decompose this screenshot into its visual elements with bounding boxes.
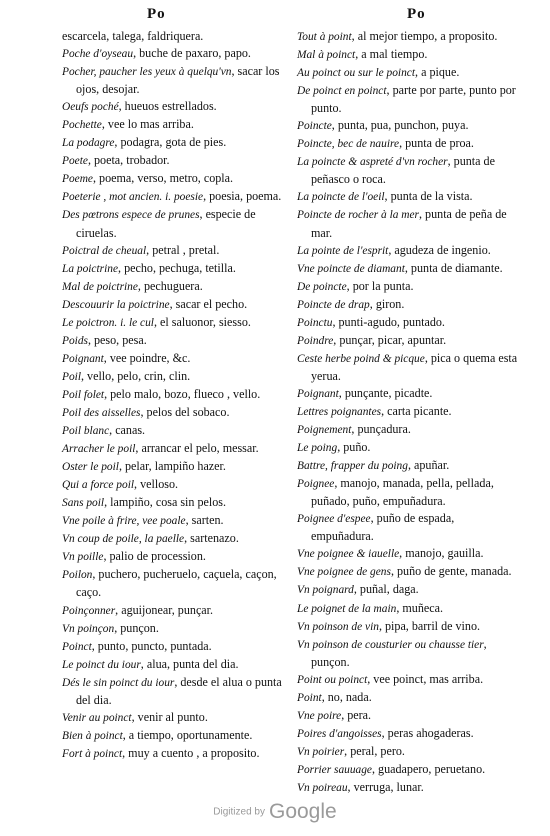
dictionary-entry [297, 314, 519, 332]
dictionary-entry [62, 530, 284, 548]
dictionary-entry [62, 422, 284, 440]
entry-headword: La podagre [62, 137, 115, 150]
dictionary-entry [297, 117, 519, 135]
entry-definition: , punçon. [114, 620, 159, 635]
dictionary-entry [297, 135, 519, 153]
dictionary-entry [62, 206, 284, 241]
entry-headword: Poeme [62, 173, 93, 186]
entry-definition: , a mal tiempo. [355, 47, 428, 62]
entry-headword: De poinct en poinct [297, 85, 387, 98]
dictionary-entry [297, 707, 519, 725]
dictionary-entry [62, 332, 284, 350]
entry-definition: , desde el alua o punta del dia. [76, 674, 282, 707]
dictionary-entry [297, 278, 519, 296]
entry-definition: , pecho, pechuga, tetilla. [118, 260, 236, 275]
dictionary-entry [62, 674, 284, 709]
entry-definition: , punta de la vista. [384, 189, 473, 204]
entry-definition: , puño. [337, 440, 371, 455]
entry-definition: , puño de espada, empuñadura. [311, 511, 455, 544]
entry-definition: , parte por parte, punto por punto. [311, 83, 516, 116]
entry-definition: , poeta, trobador. [87, 153, 170, 168]
digitization-watermark [0, 800, 550, 824]
entry-definition: , punta de peña de mar. [311, 207, 507, 240]
dictionary-entry [62, 548, 284, 566]
entry-definition: , vee lo mas arriba. [101, 117, 194, 132]
entry-definition: , carta picante. [381, 403, 452, 418]
right-column [297, 28, 519, 797]
dictionary-entry [297, 725, 519, 743]
entry-headword: Poires d'angoisses [297, 727, 382, 740]
entry-headword: Poche d'oyseau [62, 48, 134, 61]
entry-definition: , canas. [109, 423, 146, 438]
dictionary-entry [297, 403, 519, 421]
entry-headword: Poignant [297, 387, 339, 400]
entry-headword: Tout à point [297, 31, 352, 43]
dictionary-entry [297, 510, 519, 545]
dictionary-entry [297, 64, 519, 82]
dictionary-entry [62, 745, 284, 763]
entry-headword: Poincte de rocher à la mer [297, 209, 419, 222]
entry-definition: escarcela, talega, faldriquera. [62, 29, 204, 43]
entry-headword: La pointe de l'esprit [297, 244, 389, 257]
dictionary-entry [62, 63, 284, 98]
entry-headword: Battre, frapper du poing [297, 460, 408, 473]
dictionary-entry [297, 581, 519, 599]
entry-headword: Poignant [62, 352, 104, 365]
dictionary-entry [297, 82, 519, 117]
dictionary-entry [297, 439, 519, 457]
entry-headword: Descouurir la poictrine [62, 298, 170, 311]
entry-headword: Poil blanc [62, 425, 110, 438]
entry-definition: , podagra, gota de pies. [114, 135, 227, 150]
dictionary-entry [62, 152, 284, 170]
entry-headword: Ceste herbe poind & picque [297, 352, 425, 365]
entry-definition: , pelos del sobaco. [140, 404, 230, 419]
dictionary-entry [62, 242, 284, 260]
entry-definition: , palio de procession. [103, 549, 206, 564]
dictionary-entry [62, 116, 284, 134]
entry-definition: , arrancar el pelo, messar. [135, 441, 259, 456]
dictionary-entry [62, 709, 284, 727]
entry-definition: , pelo malo, bozo, flueco , vello. [104, 386, 261, 401]
entry-headword: Le poing [297, 442, 338, 455]
dictionary-entry [297, 779, 519, 797]
entry-headword: Mal de poictrine [62, 280, 138, 293]
entry-definition: , velloso. [134, 477, 179, 492]
entry-headword: Bien à poinct [62, 729, 123, 742]
running-header-right: Po [407, 6, 426, 22]
watermark-prefix: Digitized by [213, 806, 265, 818]
dictionary-entry [62, 296, 284, 314]
dictionary-entry [62, 188, 284, 206]
entry-definition: , a tiempo, oportunamente. [122, 727, 253, 742]
entry-headword: Dés le sin poinct du iour [62, 676, 175, 689]
entry-definition: , guadapero, peruetano. [372, 761, 486, 776]
entry-headword: Poil folet [62, 388, 105, 401]
entry-headword: Vne poignee de gens [297, 566, 391, 579]
entry-definition: , pera. [341, 707, 372, 722]
entry-headword: Vne poire [297, 709, 342, 722]
entry-definition: , venir al punto. [131, 709, 208, 724]
entry-headword: Poinct [62, 640, 92, 653]
dictionary-entry [62, 620, 284, 638]
entry-headword: Vn poinçon [62, 622, 115, 635]
dictionary-entry [297, 636, 519, 671]
dictionary-entry [297, 28, 519, 46]
entry-headword: Poincte [297, 120, 332, 133]
left-column [62, 28, 284, 763]
dictionary-entry [297, 260, 519, 278]
dictionary-entry [62, 638, 284, 656]
dictionary-entry [297, 600, 519, 618]
entry-headword: Poincte de drap [297, 298, 370, 311]
dictionary-entry [62, 440, 284, 458]
entry-headword: La poincte & aspreté d'vn rocher [297, 156, 448, 169]
entry-definition: , puñal, daga. [353, 582, 419, 597]
entry-headword: Vn poinson de cousturier ou chausse tier [297, 638, 484, 651]
entry-definition: , sacar el pecho. [169, 296, 248, 311]
dictionary-entry [297, 545, 519, 563]
entry-definition: , peral, pero. [344, 743, 405, 758]
entry-headword: La poictrine [62, 262, 119, 275]
dictionary-entry [297, 743, 519, 761]
entry-headword: Pochette [62, 119, 102, 132]
dictionary-entry [297, 296, 519, 314]
entry-definition: , peras ahogaderas. [381, 725, 474, 740]
entry-definition: , hueuos estrellados. [118, 99, 217, 114]
entry-definition: , puño de gente, manada. [390, 564, 512, 579]
entry-headword: Porrier sauuage [297, 763, 372, 776]
running-header-left: Po [147, 6, 166, 22]
dictionary-entry [297, 332, 519, 350]
entry-definition: , lampiño, cosa sin pelos. [104, 495, 227, 510]
watermark-brand: Google [268, 800, 337, 823]
entry-definition: , no, nada. [321, 689, 372, 704]
entry-definition: , sartenazo. [184, 531, 239, 546]
entry-headword: Poignee [297, 478, 335, 491]
entry-headword: Poictral de cheual [62, 244, 147, 257]
dictionary-entry [297, 671, 519, 689]
entry-definition: , vee poinct, mas arriba. [367, 671, 484, 686]
dictionary-entry [62, 404, 284, 422]
dictionary-entry [62, 368, 284, 386]
entry-headword: Poil [62, 370, 81, 383]
entry-definition: , buche de paxaro, papo. [133, 46, 251, 61]
entry-headword: Vne poincte de diamant [297, 262, 405, 275]
dictionary-entry [62, 602, 284, 620]
entry-headword: Le poictron. i. le cul [62, 316, 154, 329]
dictionary-entry [62, 350, 284, 368]
dictionary-entry [62, 458, 284, 476]
entry-headword: Mal à poinct [297, 49, 356, 62]
dictionary-entry [62, 476, 284, 494]
entry-definition: , sarten. [185, 513, 224, 528]
entry-definition: , muy a cuento , a proposito. [122, 745, 260, 760]
entry-headword: Vn poignard [297, 584, 354, 597]
entry-definition: , punta de peñasco o roca. [311, 154, 495, 187]
entry-definition: , giron. [369, 296, 405, 311]
dictionary-entry [297, 457, 519, 475]
entry-headword: Le poinct du iour [62, 658, 141, 671]
dictionary-entry [62, 727, 284, 745]
entry-headword: Des pœtrons espece de prunes [62, 209, 200, 222]
entry-definition: , apuñar. [407, 458, 450, 473]
dictionary-entry [297, 206, 519, 241]
entry-definition: , manojo, gauilla. [399, 546, 484, 561]
entry-headword: Vn poinson de vin [297, 620, 379, 633]
entry-definition: , sacar los ojos, desojar. [76, 64, 280, 97]
entry-definition: , pipa, barril de vino. [378, 618, 481, 633]
dictionary-entry [62, 45, 284, 63]
dictionary-entry [297, 46, 519, 64]
dictionary-entry [62, 260, 284, 278]
entry-headword: Poil des aisselles [62, 406, 141, 419]
entry-headword: Oster le poil [62, 461, 119, 474]
entry-headword: Poignement [297, 424, 352, 437]
entry-definition: , especie de ciruelas. [76, 207, 256, 240]
entry-definition: , punta, pua, punchon, puya. [331, 118, 469, 133]
entry-headword: La poincte de l'oeil [297, 191, 385, 204]
entry-definition: , vello, pelo, crin, clin. [80, 368, 191, 383]
entry-definition: , aguijonear, punçar. [115, 602, 214, 617]
dictionary-entry [62, 656, 284, 674]
entry-definition: , petral , pretal. [146, 242, 220, 257]
entry-headword: Poeterie , mot ancien. i. poesie [62, 191, 204, 204]
entry-definition: , a pique. [415, 65, 460, 80]
entry-definition: , punto, puncto, puntada. [91, 638, 212, 653]
entry-headword: De poincte [297, 280, 347, 293]
entry-headword: Pocher, paucher les yeux à quelqu'vn [62, 66, 232, 79]
dictionary-entry [62, 386, 284, 404]
dictionary-entry [62, 566, 284, 601]
entry-definition: , punti-agudo, puntado. [332, 314, 445, 329]
entry-definition: , pica o quema esta yerua. [311, 350, 518, 383]
entry-headword: Point ou poinct [297, 673, 368, 686]
entry-definition: , vee poindre, &c. [103, 350, 191, 365]
dictionary-entry [297, 761, 519, 779]
entry-headword: Vne poile à frire, vee poale [62, 515, 186, 528]
dictionary-entry [297, 385, 519, 403]
dictionary-entry [297, 475, 519, 510]
dictionary-entry [62, 28, 284, 45]
dictionary-entry [297, 421, 519, 439]
dictionary-entry [62, 314, 284, 332]
entry-headword: Poete [62, 155, 88, 168]
entry-headword: Vn poirier [297, 745, 345, 758]
entry-definition: , el saluonor, siesso. [153, 314, 251, 329]
entry-headword: Point [297, 691, 322, 704]
dictionary-entry [62, 134, 284, 152]
dictionary-entry [297, 153, 519, 188]
entry-headword: Poinçonner [62, 604, 116, 617]
entry-headword: Vne poignee & iauelle [297, 548, 400, 561]
entry-definition: , por la punta. [346, 278, 414, 293]
entry-headword: Venir au poinct [62, 711, 132, 724]
entry-definition: , poema, verso, metro, copla. [93, 171, 234, 186]
entry-definition: , agudeza de ingenio. [388, 242, 491, 257]
dictionary-entry [62, 512, 284, 530]
dictionary-entry [297, 242, 519, 260]
entry-definition: , punçadura. [351, 422, 411, 437]
entry-definition: , punçon. [311, 636, 487, 669]
entry-headword: Oeufs poché [62, 101, 119, 114]
dictionary-entry [62, 170, 284, 188]
entry-definition: , punta de diamante. [404, 260, 503, 275]
entry-definition: , punçar, picar, apuntar. [333, 332, 447, 347]
entry-definition: , manojo, manada, pella, pellada, puñado, puño, empuñadura. [311, 476, 494, 509]
entry-headword: Sans poil [62, 497, 105, 510]
entry-headword: Poincte, bec de nauire [297, 138, 400, 151]
entry-headword: Vn coup de poile, la paelle [62, 533, 185, 546]
entry-headword: Poinctu [297, 316, 333, 329]
dictionary-entry [297, 188, 519, 206]
entry-definition: , al mejor tiempo, a proposito. [351, 29, 498, 43]
entry-definition: , peso, pesa. [87, 332, 147, 347]
entry-headword: Vn poireau [297, 781, 348, 794]
entry-definition: , pelar, lampiño hazer. [118, 459, 226, 474]
entry-headword: Arracher le poil [62, 443, 136, 456]
dictionary-entry [297, 618, 519, 636]
entry-definition: , verruga, lunar. [347, 779, 424, 794]
entry-headword: Le poignet de la main [297, 602, 397, 615]
entry-definition: , punta de proa. [399, 136, 474, 151]
entry-headword: Poids [62, 334, 88, 347]
dictionary-entry [297, 350, 519, 385]
dictionary-entry [62, 494, 284, 512]
entry-definition: , poesia, poema. [203, 189, 282, 204]
entry-headword: Lettres poignantes [297, 405, 382, 418]
entry-headword: Poignee d'espee [297, 513, 371, 526]
dictionary-entry [297, 563, 519, 581]
dictionary-entry [62, 98, 284, 116]
entry-headword: Poilon [62, 569, 93, 582]
entry-headword: Vn poille [62, 551, 104, 564]
entry-headword: Qui a force poil [62, 479, 135, 492]
entry-definition: , punçante, picadte. [338, 385, 433, 400]
entry-definition: , pechuguera. [137, 278, 203, 293]
entry-definition: , muñeca. [396, 600, 444, 615]
dictionary-entry [62, 278, 284, 296]
entry-definition: , puchero, pucheruelo, caçuela, caçon, caço. [76, 567, 277, 600]
entry-headword: Au poinct ou sur le poinct [297, 67, 416, 80]
entry-definition: , alua, punta del dia. [140, 656, 239, 671]
entry-headword: Poindre [297, 334, 334, 347]
dictionary-entry [297, 689, 519, 707]
entry-headword: Fort à poinct [62, 747, 123, 760]
